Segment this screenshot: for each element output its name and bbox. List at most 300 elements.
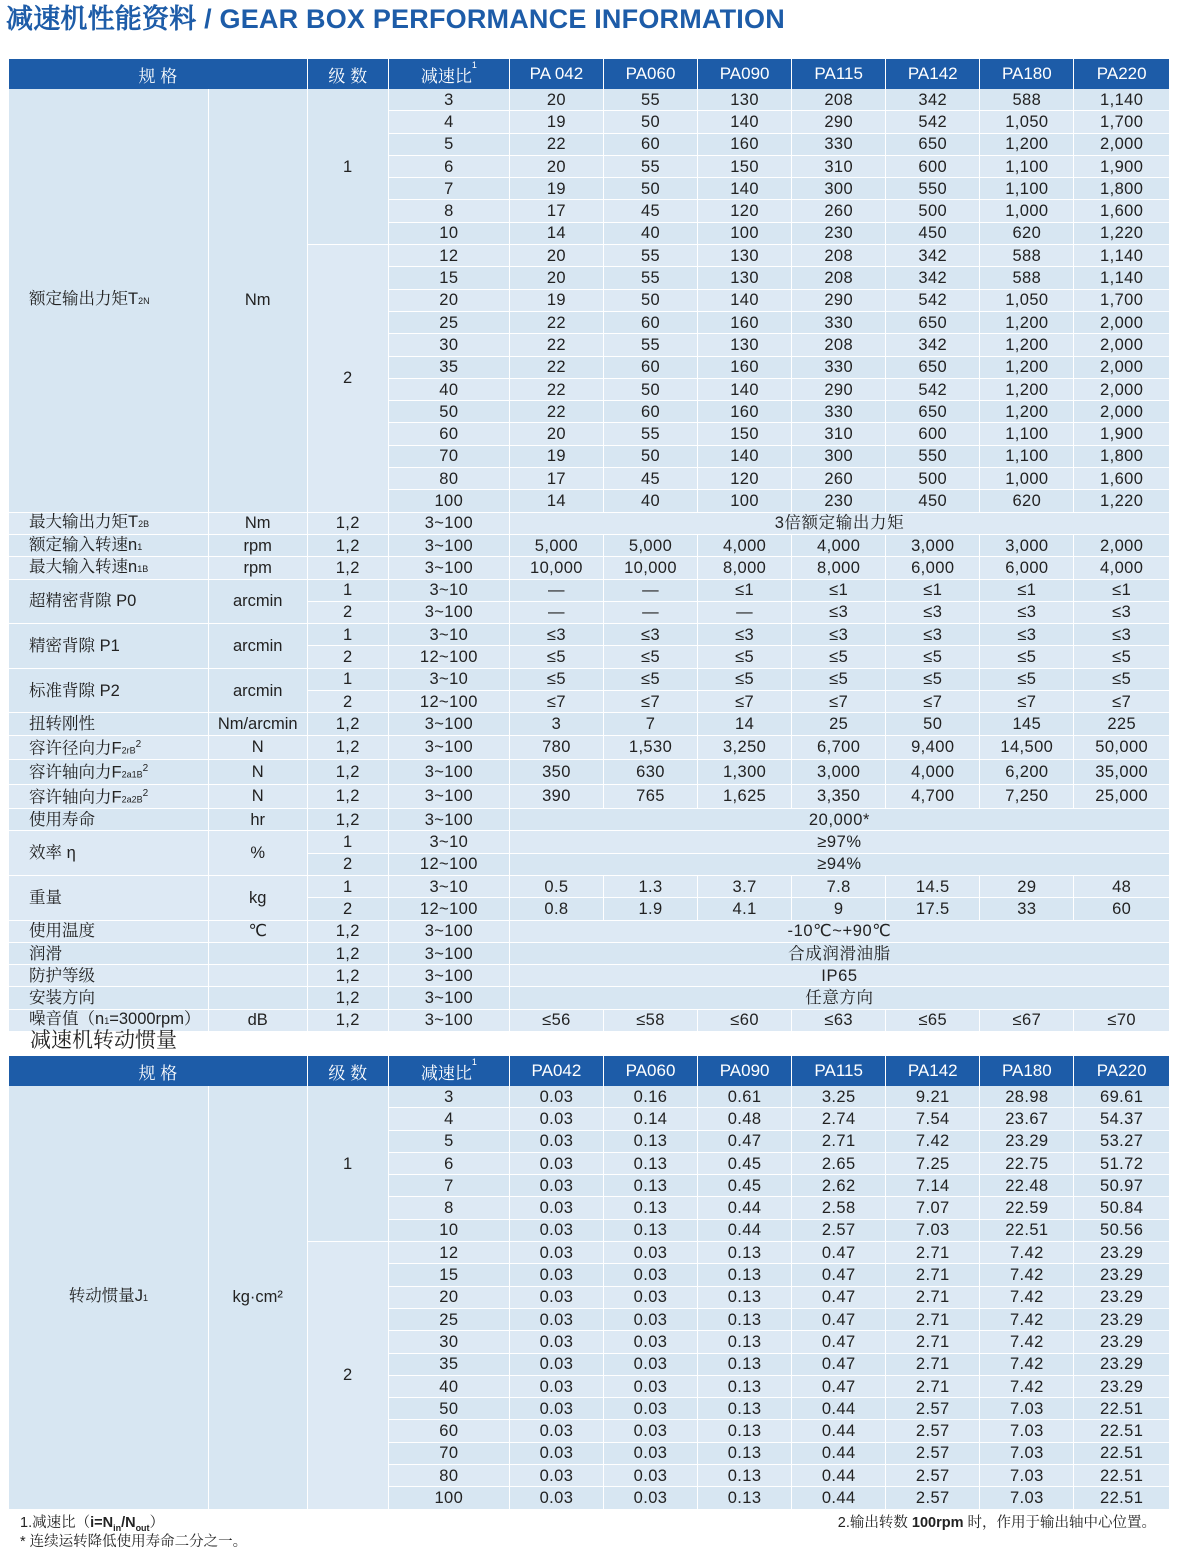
value-cell: 342 [886,267,980,289]
ratio-cell: 3~100 [388,965,509,987]
ratio-cell: 20 [388,289,509,311]
spec-label: 重量 [9,876,208,921]
value-cell: 2.71 [886,1308,980,1330]
spec-label: 容许轴向力$F2a1B^2$ [9,760,208,785]
value-cell: 150 [698,155,792,177]
value-cell: 50.97 [1074,1175,1169,1197]
value-cell: 1,140 [1074,267,1169,289]
table-row [9,1009,1169,1031]
value-cell: 7.03 [980,1442,1074,1464]
value-cell: ≤5 [603,668,697,690]
value-cell: 1,100 [980,155,1074,177]
value-cell: 50 [603,445,697,467]
table-row [9,579,1169,601]
value-cell: 1,200 [980,334,1074,356]
stage-cell: 2 [307,1242,388,1510]
value-cell: ≤5 [1074,646,1169,668]
ratio-cell: 12~100 [388,646,509,668]
ratio-cell: 4 [388,111,509,133]
value-cell: 2.71 [792,1130,886,1152]
value-cell: 7.03 [980,1420,1074,1442]
spec-label: 额定输入转速n1 [9,534,208,556]
value-cell: 290 [792,289,886,311]
value-cell: 630 [603,760,697,785]
value-cell: 0.13 [698,1353,792,1375]
value-cell: 0.44 [792,1442,886,1464]
ratio-cell: 3~10 [388,831,509,853]
footnote-output-speed: 2.输出转数 100rpm 时，作用于输出轴中心位置。 [837,1515,1156,1531]
ratio-cell: 3~100 [388,942,509,964]
value-cell: 1.9 [603,898,697,920]
value-cell: 10,000 [509,557,603,579]
inertia-table [9,1056,1169,1510]
ratio-cell: 70 [388,1442,509,1464]
value-cell: 7.42 [980,1242,1074,1264]
ratio-cell: 3~100 [388,809,509,831]
value-cell: 7.42 [980,1331,1074,1353]
value-cell: 0.03 [603,1487,697,1509]
value-cell: 330 [792,311,886,333]
value-cell: 1,050 [980,111,1074,133]
stage-cell: 2 [307,601,388,623]
ratio-cell: 12~100 [388,853,509,875]
value-cell: 22.51 [1074,1442,1169,1464]
value-cell: 342 [886,89,980,111]
value-cell: ≤5 [509,668,603,690]
value-cell: 588 [980,245,1074,267]
value-cell: 0.03 [509,1420,603,1442]
value-cell: 40 [603,222,697,244]
header-model: PA 042 [509,59,603,89]
value-cell: 1,140 [1074,245,1169,267]
value-cell: 0.03 [509,1130,603,1152]
unit-cell: rpm [208,534,307,556]
unit-cell: rpm [208,557,307,579]
value-cell: 7.14 [886,1175,980,1197]
value-cell: 14 [698,713,792,735]
value-cell: ≤1 [886,579,980,601]
table-row [9,668,1169,690]
value-cell: — [603,579,697,601]
value-cell: 55 [603,155,697,177]
value-cell: 3 [509,713,603,735]
value-cell: 4,000 [792,534,886,556]
value-cell: 0.03 [509,1375,603,1397]
ratio-cell: 4 [388,1108,509,1130]
value-cell: 45 [603,200,697,222]
value-cell: 2.57 [886,1398,980,1420]
value-cell: ≤56 [509,1009,603,1031]
header-model: PA060 [603,1056,697,1086]
spec-label: 使用寿命 [9,809,208,831]
value-cell: 9 [792,898,886,920]
ratio-cell: 3~10 [388,876,509,898]
ratio-cell: 3~100 [388,760,509,785]
unit-cell: arcmin [208,668,307,713]
value-cell: 0.03 [603,1308,697,1330]
value-cell: 0.13 [603,1152,697,1174]
unit-cell: Nm [208,89,307,512]
value-cell: 2.71 [886,1242,980,1264]
value-cell: 2.71 [886,1353,980,1375]
value-cell: 45 [603,468,697,490]
value-cell: ≤3 [980,624,1074,646]
table-row [9,920,1169,942]
value-cell: 1,625 [698,784,792,809]
value-cell: 4,000 [698,534,792,556]
stage-cell: 1,2 [307,965,388,987]
value-cell: 22 [509,311,603,333]
spec-label: 最大输出力矩T2B [9,512,208,534]
value-cell: 35,000 [1074,760,1169,785]
value-cell: 20 [509,423,603,445]
header-ratio: 减速比$^1$ [388,1056,509,1086]
value-cell: 22.51 [1074,1420,1169,1442]
value-cell: 2.62 [792,1175,886,1197]
unit-cell: kg [208,876,307,921]
value-cell: 1,600 [1074,200,1169,222]
value-cell: 0.03 [603,1398,697,1420]
value-cell: 22.59 [980,1197,1074,1219]
value-cell: 20 [509,267,603,289]
value-cell: 28.98 [980,1086,1074,1108]
ratio-cell: 8 [388,200,509,222]
header-model: PA220 [1074,59,1169,89]
ratio-cell: 15 [388,267,509,289]
value-cell: 600 [886,155,980,177]
value-cell: 22.51 [1074,1465,1169,1487]
spec-label: 容许轴向力$F2a2B^2$ [9,784,208,809]
value-cell: 1,600 [1074,468,1169,490]
value-cell: 0.13 [603,1197,697,1219]
value-cell: 17 [509,468,603,490]
value-cell: 60 [603,311,697,333]
ratio-cell: 3~100 [388,557,509,579]
value-cell: 0.03 [509,1331,603,1353]
value-cell: 55 [603,89,697,111]
value-cell: 60 [603,356,697,378]
value-cell: 7,250 [980,784,1074,809]
value-cell: 7.42 [980,1375,1074,1397]
value-cell: 650 [886,133,980,155]
ratio-cell: 100 [388,490,509,512]
value-cell: 7.03 [886,1219,980,1241]
value-cell: 7.42 [886,1130,980,1152]
value-cell: 0.03 [603,1353,697,1375]
value-cell: 330 [792,133,886,155]
value-cell: 342 [886,334,980,356]
header-model: PA115 [792,1056,886,1086]
value-cell: 29 [980,876,1074,898]
stage-cell: 1,2 [307,942,388,964]
spec-label: 使用温度 [9,920,208,942]
ratio-cell: 3~100 [388,784,509,809]
value-cell: 1,900 [1074,155,1169,177]
value-cell: 1,140 [1074,89,1169,111]
value-cell: 0.14 [603,1108,697,1130]
ratio-cell: 3~10 [388,624,509,646]
value-cell: 0.44 [698,1197,792,1219]
value-cell: 342 [886,245,980,267]
ratio-cell: 80 [388,1465,509,1487]
value-cell: 23.29 [1074,1331,1169,1353]
value-cell: 130 [698,267,792,289]
value-cell: 14 [509,490,603,512]
value-cell: ≤5 [792,668,886,690]
value-cell: 0.03 [509,1219,603,1241]
stage-cell: 2 [307,646,388,668]
stage-cell: 1 [307,876,388,898]
value-cell: 4,700 [886,784,980,809]
value-cell: 310 [792,155,886,177]
ratio-cell: 100 [388,1487,509,1509]
value-cell: 130 [698,89,792,111]
ratio-cell: 35 [388,356,509,378]
table-row [9,557,1169,579]
value-cell: 7.8 [792,876,886,898]
value-cell: 0.47 [698,1130,792,1152]
value-cell: 60 [603,401,697,423]
value-cell: 7.54 [886,1108,980,1130]
value-cell: 3,250 [698,735,792,760]
value-cell: 1,200 [980,356,1074,378]
value-cell: 450 [886,490,980,512]
value-cell: ≤5 [886,646,980,668]
ratio-cell: 3~100 [388,735,509,760]
stage-cell: 1,2 [307,760,388,785]
ratio-cell: 25 [388,311,509,333]
ratio-cell: 3~100 [388,512,509,534]
stage-cell: 2 [307,853,388,875]
value-cell: 2,000 [1074,311,1169,333]
value-cell: 50,000 [1074,735,1169,760]
spec-label: 效率 η [9,831,208,876]
value-cell: 50 [603,378,697,400]
value-cell: 0.03 [509,1286,603,1308]
value-cell: ≤3 [792,601,886,623]
spanned-value-cell: 任意方向 [509,987,1169,1009]
table-header-row [9,1056,1169,1086]
ratio-cell: 25 [388,1308,509,1330]
stage-cell: 1,2 [307,920,388,942]
unit-cell: arcmin [208,579,307,624]
value-cell: 0.45 [698,1152,792,1174]
value-cell: 0.03 [509,1353,603,1375]
value-cell: 0.03 [603,1264,697,1286]
stage-cell: 1,2 [307,1009,388,1031]
value-cell: 1,100 [980,445,1074,467]
value-cell: 3.25 [792,1086,886,1108]
spec-label: 最大输入转速n1B [9,557,208,579]
value-cell: 8,000 [698,557,792,579]
value-cell: 3,000 [980,534,1074,556]
value-cell: 60 [603,133,697,155]
value-cell: 0.44 [698,1219,792,1241]
ratio-cell: 40 [388,1375,509,1397]
value-cell: 2.57 [792,1219,886,1241]
table-row [9,89,1169,111]
value-cell: 208 [792,334,886,356]
value-cell: 3.7 [698,876,792,898]
ratio-cell: 60 [388,423,509,445]
value-cell: ≤60 [698,1009,792,1031]
value-cell: 0.03 [603,1331,697,1353]
value-cell: 208 [792,267,886,289]
ratio-cell: 3~100 [388,534,509,556]
value-cell: 9,400 [886,735,980,760]
spec-label: 标准背隙 P2 [9,668,208,713]
value-cell: 0.47 [792,1308,886,1330]
value-cell: 0.03 [509,1264,603,1286]
value-cell: 225 [1074,713,1169,735]
value-cell: 650 [886,401,980,423]
header-model: PA180 [980,59,1074,89]
value-cell: 130 [698,245,792,267]
value-cell: 542 [886,378,980,400]
value-cell: 1,700 [1074,111,1169,133]
header-model: PA060 [603,59,697,89]
value-cell: 17 [509,200,603,222]
value-cell: 765 [603,784,697,809]
table-row [9,987,1169,1009]
ratio-cell: 3 [388,89,509,111]
value-cell: 1,800 [1074,445,1169,467]
value-cell: 23.29 [1074,1375,1169,1397]
ratio-cell: 12 [388,1242,509,1264]
value-cell: 0.03 [509,1197,603,1219]
stage-cell: 2 [307,691,388,713]
value-cell: — [509,579,603,601]
stage-cell: 1,2 [307,512,388,534]
value-cell: 330 [792,356,886,378]
value-cell: 9.21 [886,1086,980,1108]
table-row [9,512,1169,534]
unit-cell [208,942,307,964]
value-cell: ≤5 [603,646,697,668]
ratio-cell: 70 [388,445,509,467]
unit-cell: ℃ [208,920,307,942]
value-cell: 0.03 [603,1420,697,1442]
value-cell: 5,000 [603,534,697,556]
ratio-cell: 12 [388,245,509,267]
value-cell: 1,000 [980,200,1074,222]
value-cell: 0.13 [698,1398,792,1420]
spanned-value-cell: ≥94% [509,853,1169,875]
value-cell: 230 [792,222,886,244]
value-cell: 500 [886,468,980,490]
stage-cell: 1 [307,1086,388,1242]
spec-label: 精密背隙 P1 [9,624,208,669]
value-cell: 0.44 [792,1487,886,1509]
value-cell: 0.44 [792,1420,886,1442]
value-cell: 650 [886,356,980,378]
value-cell: 4,000 [1074,557,1169,579]
value-cell: 350 [509,760,603,785]
unit-cell: Nm [208,512,307,534]
stage-cell: 2 [307,898,388,920]
value-cell: 0.13 [698,1420,792,1442]
value-cell: 208 [792,89,886,111]
stage-cell: 1 [307,831,388,853]
value-cell: 23.29 [980,1130,1074,1152]
value-cell: 0.44 [792,1465,886,1487]
value-cell: ≤5 [886,668,980,690]
value-cell: 3,000 [886,534,980,556]
value-cell: 19 [509,289,603,311]
performance-table [9,59,1169,1032]
value-cell: 0.8 [509,898,603,920]
value-cell: 0.03 [509,1398,603,1420]
value-cell: 620 [980,490,1074,512]
ratio-cell: 60 [388,1420,509,1442]
value-cell: 2.65 [792,1152,886,1174]
value-cell: 600 [886,423,980,445]
stage-cell: 1,2 [307,784,388,809]
spanned-value-cell: ≥97% [509,831,1169,853]
value-cell: 2.71 [886,1331,980,1353]
ratio-cell: 10 [388,1219,509,1241]
value-cell: ≤5 [698,668,792,690]
ratio-cell: 3~10 [388,579,509,601]
value-cell: 22 [509,378,603,400]
unit-cell: dB [208,1009,307,1031]
value-cell: ≤58 [603,1009,697,1031]
footnote-lifetime: * 连续运转降低使用寿命二分之一。 [20,1534,248,1550]
value-cell: 25 [792,713,886,735]
value-cell: ≤7 [792,691,886,713]
value-cell: 22.51 [1074,1398,1169,1420]
value-cell: 130 [698,334,792,356]
value-cell: 23.29 [1074,1308,1169,1330]
value-cell: 14.5 [886,876,980,898]
value-cell: 1,900 [1074,423,1169,445]
value-cell: 542 [886,111,980,133]
value-cell: 0.13 [698,1487,792,1509]
value-cell: 140 [698,178,792,200]
table-row [9,735,1169,760]
header-stage: 级 数 [307,59,388,89]
value-cell: 7.42 [980,1264,1074,1286]
ratio-cell: 3~10 [388,668,509,690]
spec-label: 容许径向力$F2rB^2$ [9,735,208,760]
unit-cell: Nm/arcmin [208,713,307,735]
value-cell: 55 [603,245,697,267]
value-cell: 1,200 [980,133,1074,155]
value-cell: 2.57 [886,1487,980,1509]
table-row [9,809,1169,831]
spec-label: 噪音值（n1=3000rpm） [9,1009,208,1031]
ratio-cell: 15 [388,1264,509,1286]
value-cell: 7.03 [980,1465,1074,1487]
value-cell: 14 [509,222,603,244]
value-cell: 22.51 [980,1219,1074,1241]
value-cell: 2,000 [1074,378,1169,400]
value-cell: 260 [792,468,886,490]
value-cell: 7.03 [980,1398,1074,1420]
value-cell: 550 [886,445,980,467]
ratio-cell: 5 [388,1130,509,1152]
table-row [9,1086,1169,1108]
value-cell: ≤7 [886,691,980,713]
value-cell: 33 [980,898,1074,920]
value-cell: 19 [509,178,603,200]
value-cell: 145 [980,713,1074,735]
value-cell: ≤7 [509,691,603,713]
value-cell: 22 [509,401,603,423]
value-cell: 54.37 [1074,1108,1169,1130]
header-model: PA042 [509,1056,603,1086]
unit-cell: N [208,784,307,809]
